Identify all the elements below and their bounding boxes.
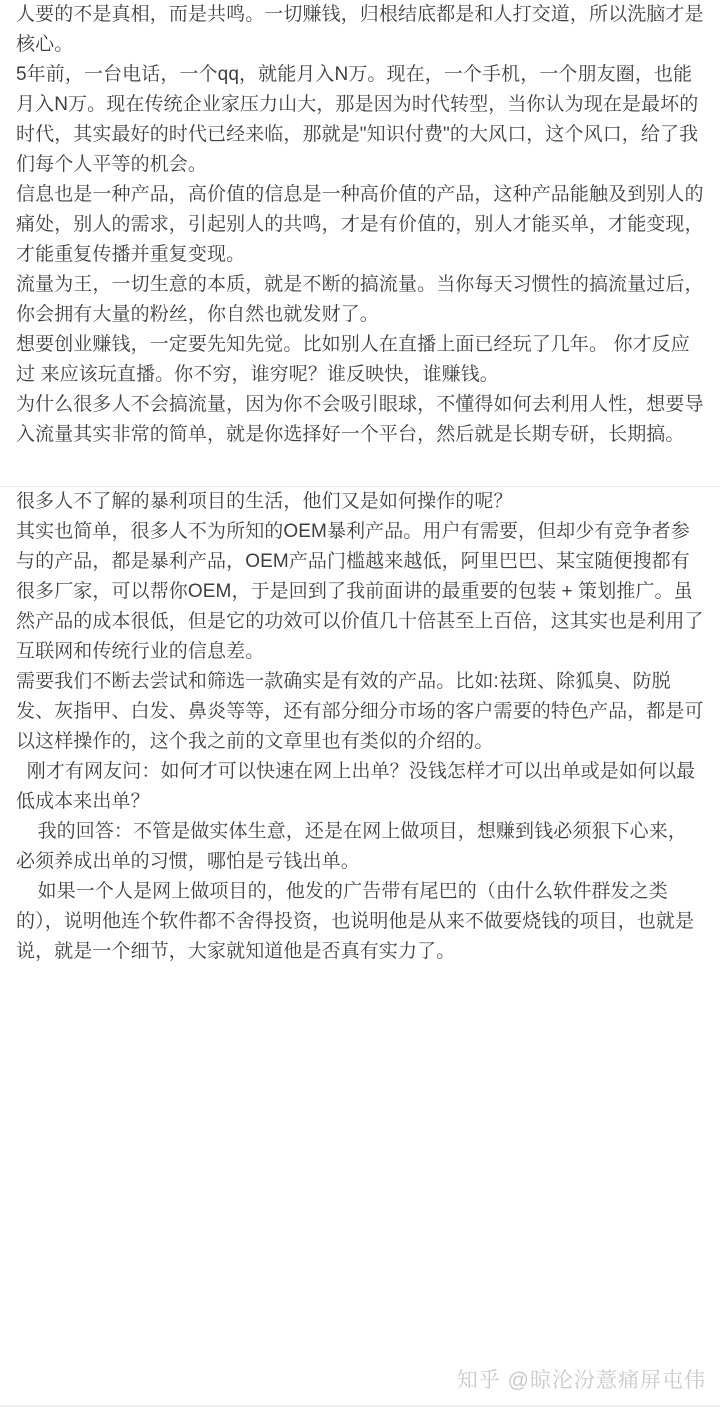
bottom-edge-divider [0, 1405, 720, 1407]
qa-paragraph-question: 刚才有网友问：如何才可以快速在网上出单？没钱怎样才可以出单或是如何以最低成本来出单？ [16, 761, 696, 812]
paragraph-resonance: 人要的不是真相，而是共鸣。一切赚钱，归根结底都是和人打交道，所以洗脑才是核心。 [16, 4, 704, 55]
paragraph-oem-products: 其实也简单，很多人不为所知的OEM暴利产品。用户有需要，但却少有竞争者参与的产品，都是暴利产品，OEM产品门槛越来越低，阿里巴巴、某宝随便搜都有很多厂家，可以帮你OEM，于是回到了我前面讲的最重要的包装 + 策划推广。虽然产品的成本很低，但是它的功效可以价值几十倍甚至上百倍，这其实也是利用了互联网和传统行业的信息差。 [16, 521, 704, 662]
zhihu-watermark: 知乎 @晾沦汾薏痛屏屯伟 [456, 1369, 706, 1392]
paragraph-information-product: 信息也是一种产品，高价值的信息是一种高价值的产品，这种产品能触及到别人的痛处，别人的需求，引起别人的共鸣，才是有价值的，别人才能买单，才能变现，才能重复传播并重复变现。 [16, 184, 704, 265]
paragraph-knowledge-pay-trend: 5年前，一台电话，一个qq，就能月入N万。现在，一个手机，一个朋友圈，也能月入N万。现在传统企业家压力山大，那是因为时代转型，当你认为现在是最坏的时代，其实最好的时代已经来临，那就是"知识付费"的大风口，这个风口，给了我们每个人平等的机会。 [16, 64, 699, 175]
paragraph-profit-project-question: 很多人不了解的暴利项目的生活，他们又是如何操作的呢？ [16, 491, 513, 512]
paragraph-traffic-is-king: 流量为王，一切生意的本质，就是不断的搞流量。当你每天习惯性的搞流量过后，你会拥有大量的粉丝，你自然也就发财了。 [16, 274, 704, 325]
paragraph-first-mover: 想要创业赚钱，一定要先知先觉。比如别人在直播上面已经玩了几年。 你才反应过 来应该玩直播。你不穷，谁穷呢？谁反映快，谁赚钱。 [16, 334, 690, 385]
paragraph-niche-products: 需要我们不断去尝试和筛选一款确实是有效的产品。比如:祛斑、除狐臭、防脱发、灰指甲、白发、鼻炎等等，还有部分细分市场的客户需要的特色产品，都是可以这样操作的，这个我之前的文章里也有类似的介绍的。 [16, 671, 704, 752]
qa-paragraph-answer: 我的回答：不管是做实体生意，还是在网上做项目，想赚到钱必须狠下心来，必须养成出单的习惯，哪怕是亏钱出单。 [16, 821, 687, 872]
qa-paragraph-detail: 如果一个人是网上做项目的，他发的广告带有尾巴的（由什么软件群发之类的），说明他连个软件都不舍得投资，也说明他是从来不做要烧钱的项目，也就是说，就是一个细节，大家就知道他是否真有实力了。 [16, 881, 695, 962]
paragraph-how-to-get-traffic: 为什么很多人不会搞流量，因为你不会吸引眼球，不懂得如何去利用人性，想要导入流量其实非常的简单，就是你选择好一个平台，然后就是长期专研，长期搞。 [16, 394, 704, 445]
